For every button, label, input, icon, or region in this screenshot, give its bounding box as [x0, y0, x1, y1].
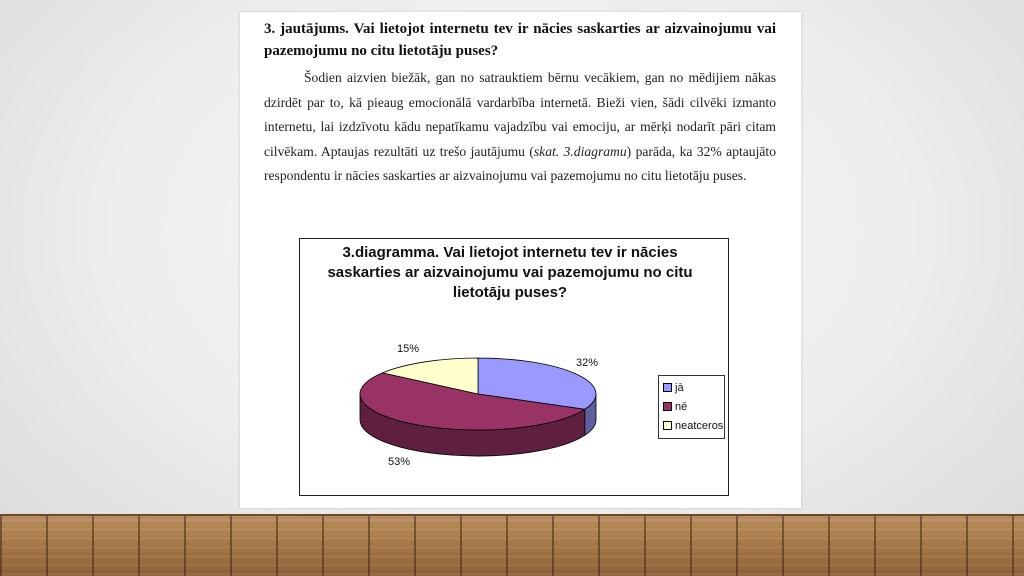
- data-label-neatceros: 15%: [397, 343, 420, 355]
- diagram-reference: skat. 3.diagramu: [533, 143, 627, 159]
- legend-swatch-ne: [663, 402, 672, 411]
- legend-label-ne: nē: [675, 400, 688, 413]
- legend-label-neatceros: neatceros: [675, 419, 724, 432]
- data-label-ja: 32%: [576, 357, 599, 369]
- legend-swatch-ja: [663, 383, 672, 392]
- document-page: [240, 12, 801, 508]
- legend-item-ne: [659, 397, 724, 416]
- chart-legend: [658, 375, 725, 439]
- pie-chart: [299, 238, 729, 496]
- paragraph-text-2: ) parāda, ka 32% aptaujāto respondentu ir nācies saskarties ar aizvainojumu vai pazemojumu no citu lietotāju puses.: [264, 143, 776, 183]
- paragraph-text-1: Šodien aizvien biežāk, gan no satrauktiem bērnu vecākiem, gan no mēdijiem nākas dzirdēt par to, kā pieaug emocionālā vardarbība internetā. Bieži vien, šādi cilvēki izmanto internetu, lai izdzīvotu kādu nepatīkamu vajadzību vai emociju, ar mērķi nodarīt pāri citam cilvēkam. Aptaujas rezultāti uz trešo jautājumu (: [264, 70, 776, 159]
- body-paragraph: [264, 66, 776, 189]
- legend-item-ja: [659, 378, 724, 397]
- question-heading: 3. jautājums. Vai lietojot internetu tev ir nācies saskarties ar aizvainojumu vai pazemojumu no citu lietotāju puses?: [264, 21, 776, 59]
- legend-swatch-neatceros: [663, 421, 672, 430]
- data-label-ne: 53%: [388, 456, 411, 468]
- pie-chart-canvas: [300, 239, 728, 495]
- legend-item-neatceros: [659, 416, 724, 435]
- chart-title: 3.diagramma. Vai lietojot internetu tev ir nācies saskarties ar aizvainojumu vai pazemojumu no citu lietotāju puses?: [327, 244, 693, 301]
- legend-label-ja: jā: [675, 381, 684, 394]
- wooden-floor: [0, 514, 1024, 576]
